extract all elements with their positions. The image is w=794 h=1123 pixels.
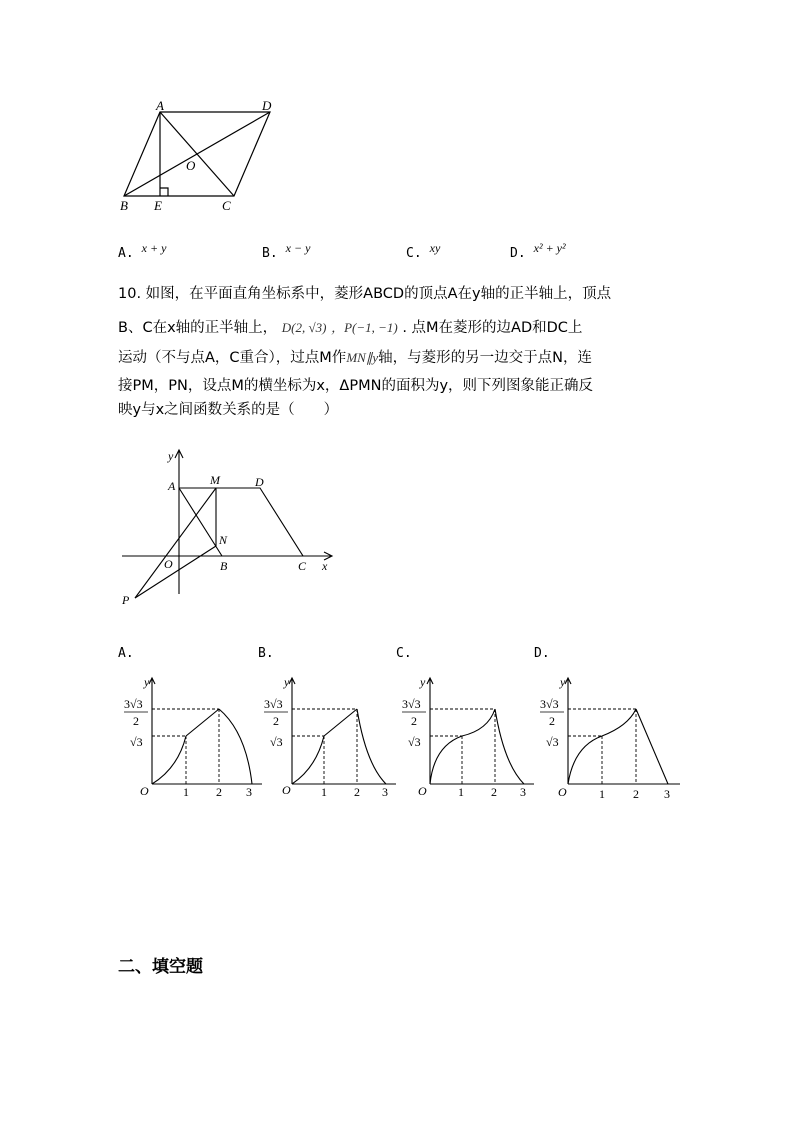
graph-c-tick-1: 1	[458, 785, 464, 799]
graph-option-b-label[interactable]: B.	[258, 646, 274, 661]
q9-option-b-value: x − y	[285, 241, 311, 255]
q10-point-d: D(2, √3)	[281, 320, 327, 335]
graph-b-top-num: 3√3	[264, 697, 283, 711]
graph-option-d[interactable]	[534, 672, 684, 804]
graph-option-c-label[interactable]: C.	[396, 646, 412, 661]
q10-line-3	[118, 346, 592, 367]
rhombus-coordinate-figure	[110, 444, 350, 614]
graph-a-tick-2: 2	[216, 785, 222, 799]
graph-c-y-label: y	[420, 675, 426, 689]
fig1-label-B: B	[120, 198, 128, 213]
fig2-label-P: P	[122, 593, 130, 607]
graph-a-top-den: 2	[133, 714, 139, 728]
q10-line-2	[118, 316, 582, 337]
fig2-label-M: M	[210, 473, 220, 487]
graph-b-mid: √3	[270, 735, 283, 749]
q10-mn-parallel: MN∥y	[346, 350, 379, 365]
q10-line-5: 映y与x之间函数关系的是（ ）	[118, 402, 339, 418]
graph-b-tick-3: 3	[382, 785, 388, 799]
fig2-label-N: N	[219, 533, 228, 547]
q9-option-a[interactable]	[118, 241, 167, 262]
fig2-label-B: B	[220, 559, 228, 573]
graph-option-a-label[interactable]: A.	[118, 646, 134, 661]
graph-option-d-label[interactable]: D.	[534, 646, 550, 661]
q10-point-p: ，P(−1, −1)	[331, 320, 398, 335]
graph-option-a[interactable]	[118, 672, 268, 804]
graph-d-tick-1: 1	[599, 787, 605, 801]
graph-b-tick-2: 2	[354, 785, 360, 799]
q9-option-c-label: C.	[406, 246, 422, 261]
graph-d-top-den: 2	[549, 714, 555, 728]
fig2-label-x: x	[322, 559, 328, 573]
fig1-label-E: E	[154, 198, 162, 213]
graph-a-top-num: 3√3	[124, 697, 143, 711]
graph-a-tick-3: 3	[246, 785, 252, 799]
graph-d-origin: O	[558, 785, 567, 799]
fig1-label-O: O	[186, 158, 196, 173]
fig1-label-D: D	[262, 98, 272, 113]
fig1-label-A: A	[156, 98, 164, 113]
graph-c-tick-2: 2	[491, 785, 497, 799]
graph-b-top-den: 2	[273, 714, 279, 728]
q10-line-1: 10. 如图，在平面直角坐标系中，菱形ABCD的顶点A在y轴的正半轴上，顶点	[118, 286, 612, 302]
q9-option-d-value: x² + y²	[533, 241, 566, 255]
q10-line-2b: . 点M在菱形的边AD和DC上	[402, 320, 583, 336]
graph-d-top-num: 3√3	[540, 697, 559, 711]
fig2-label-y: y	[168, 449, 174, 463]
graph-a-mid: √3	[130, 735, 143, 749]
q9-option-c[interactable]	[406, 241, 441, 262]
graph-c-mid: √3	[408, 735, 421, 749]
q10-line-4: 接PM，PN，设点M的横坐标为x，ΔPMN的面积为y，则下列图象能正确反	[118, 378, 594, 394]
graph-d-y-label: y	[560, 675, 566, 689]
parallelogram-figure	[110, 98, 290, 216]
q10-line-3b: 轴，与菱形的另一边交于点N，连	[378, 350, 592, 366]
graph-option-b[interactable]	[258, 672, 408, 804]
fig2-label-D: D	[255, 475, 264, 489]
q10-line-3a: 运动（不与点A，C重合），过点M作	[118, 350, 347, 366]
graph-b-y-label: y	[284, 675, 290, 689]
graph-a-y-label: y	[144, 675, 150, 689]
q9-option-d-label: D.	[510, 246, 526, 261]
fig2-label-O: O	[164, 557, 173, 571]
fig2-label-C: C	[298, 559, 307, 573]
q9-option-b-label: B.	[262, 246, 278, 261]
q10-line-2a: B、C在x轴的正半轴上，	[118, 320, 278, 336]
graph-c-top-den: 2	[411, 714, 417, 728]
graph-d-mid: √3	[546, 735, 559, 749]
graph-option-c[interactable]	[396, 672, 546, 804]
graph-c-origin: O	[418, 784, 427, 798]
fig1-label-C: C	[222, 198, 231, 213]
q9-option-a-label: A.	[118, 246, 134, 261]
graph-d-tick-2: 2	[633, 787, 639, 801]
q9-option-c-value: xy	[429, 241, 441, 255]
graph-c-tick-3: 3	[520, 785, 526, 799]
graph-d-tick-3: 3	[664, 787, 670, 801]
q9-option-a-value: x + y	[141, 241, 167, 255]
graph-b-tick-1: 1	[321, 785, 327, 799]
fig2-label-A: A	[168, 479, 176, 493]
graph-c-top-num: 3√3	[402, 697, 421, 711]
q9-option-d[interactable]	[510, 241, 566, 262]
q9-option-b[interactable]	[262, 241, 311, 262]
graph-b-origin: O	[282, 783, 291, 797]
graph-a-tick-1: 1	[183, 785, 189, 799]
graph-a-origin: O	[140, 784, 149, 798]
section-title: 二、填空题	[118, 957, 203, 977]
